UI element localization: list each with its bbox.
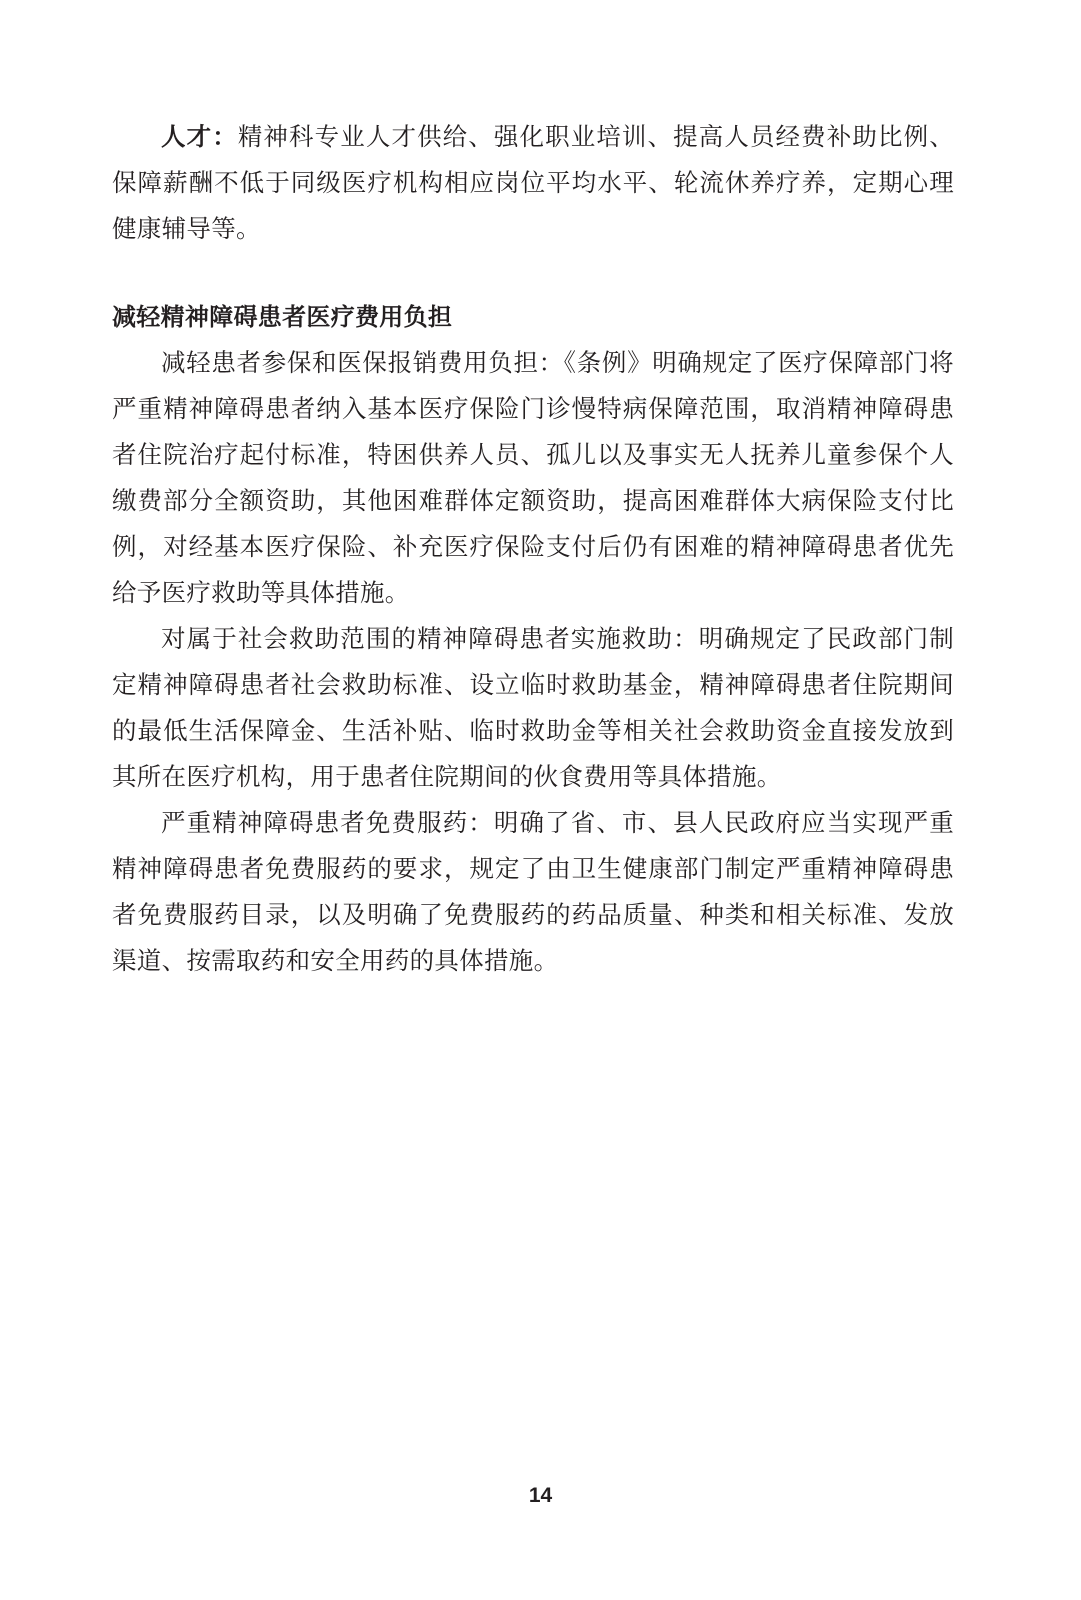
- section-heading: 减轻精神障碍患者医疗费用负担: [112, 303, 453, 331]
- body-paragraph-free-medication: 严重精神障碍患者免费服药：明确了省、市、县人民政府应当实现严重精神障碍患者免费服药的要求，规定了由卫生健康部门制定严重精神障碍患者免费服药目录，以及明确了免费服药的药品质量、种类和相关标准、发放渠道、按需取药和安全用药的具体措施。: [112, 808, 954, 975]
- document-page: [112, 114, 954, 984]
- page-number: 14: [528, 1484, 553, 1507]
- talent-lead: 人才：: [161, 122, 238, 151]
- talent-text: 精神科专业人才供给、强化职业培训、提高人员经费补助比例、保障薪酬不低于同级医疗机构相应岗位平均水平、轮流休养疗养，定期心理健康辅导等。: [112, 122, 954, 243]
- body-paragraph-insurance: 减轻患者参保和医保报销费用负担：《条例》明确规定了医疗保障部门将严重精神障碍患者纳入基本医疗保险门诊慢特病保障范围，取消精神障碍患者住院治疗起付标准，特困供养人员、孤儿以及事实无人抚养儿童参保个人缴费部分全额资助，其他困难群体定额资助，提高困难群体大病保险支付比例，对经基本医疗保险、补充医疗保险支付后仍有困难的精神障碍患者优先给予医疗救助等具体措施。: [112, 348, 954, 607]
- talent-paragraph: [112, 114, 954, 252]
- body-paragraph-social-assistance: 对属于社会救助范围的精神障碍患者实施救助：明确规定了民政部门制定精神障碍患者社会救助标准、设立临时救助基金，精神障碍患者住院期间的最低生活保障金、生活补贴、临时救助金等相关社会救助资金直接发放到其所在医疗机构，用于患者住院期间的伙食费用等具体措施。: [112, 624, 954, 791]
